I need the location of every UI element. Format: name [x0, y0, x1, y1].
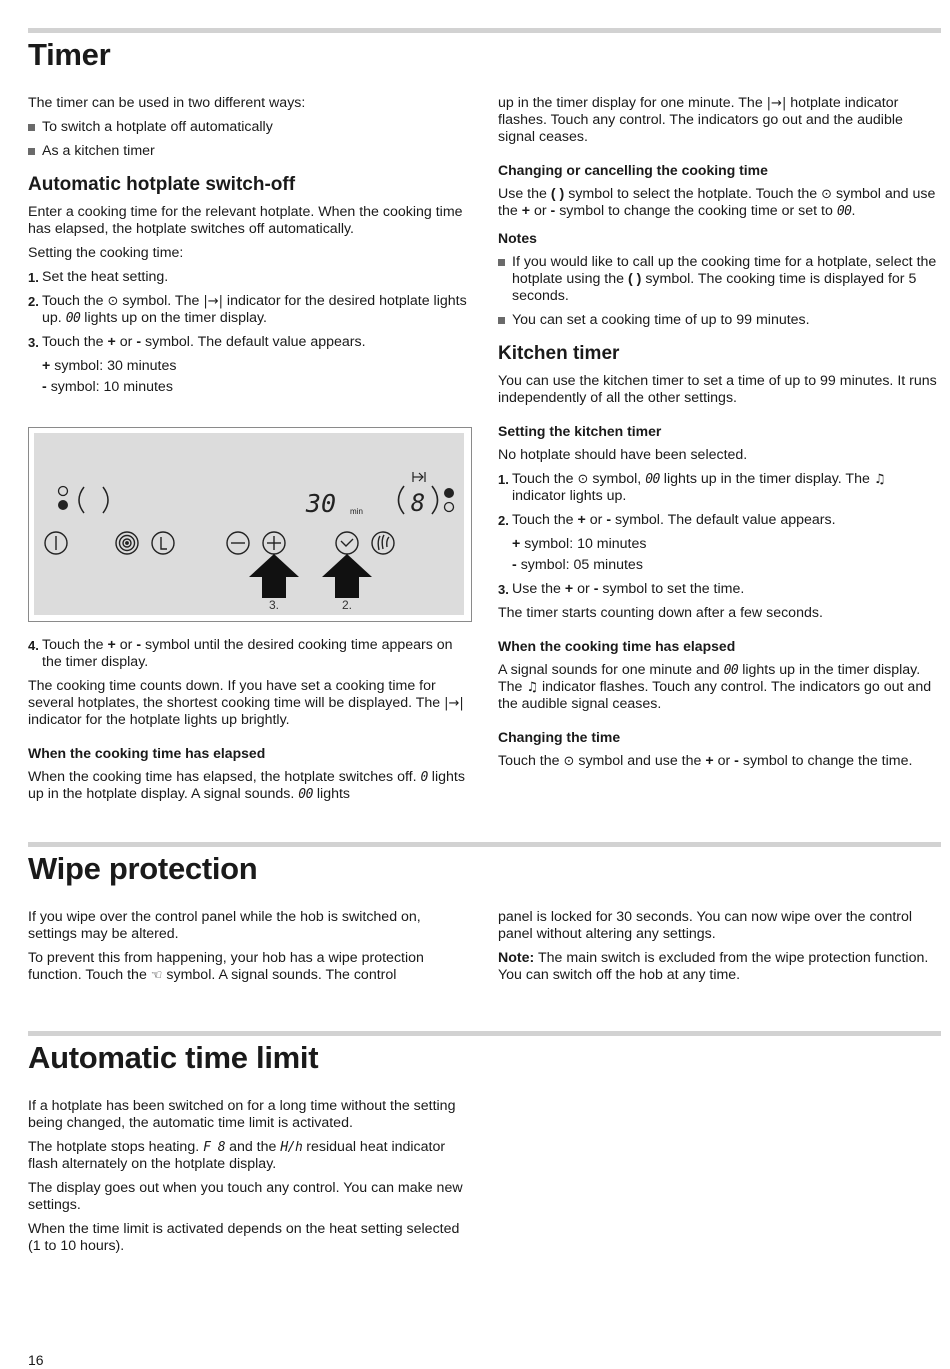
- kitchen-timer-intro: You can use the kitchen timer to set a time of up to 99 minutes. It runs independently of all the other settings.: [498, 373, 937, 406]
- page-number: 16: [28, 1352, 44, 1368]
- step-number: 2.: [498, 513, 509, 528]
- segment-display-00: 00: [65, 311, 81, 326]
- wipe-protection-icon[interactable]: [372, 532, 394, 554]
- callout-label-2: 2.: [341, 598, 353, 612]
- main-switch-icon[interactable]: [45, 532, 67, 554]
- step-3: 3. Use the + or - symbol to set the time.: [498, 581, 745, 597]
- plus-default: + symbol: 10 minutes: [512, 536, 647, 552]
- timer-clock-icon[interactable]: [336, 532, 358, 554]
- control-panel: [34, 433, 464, 615]
- notes-heading: Notes: [498, 230, 537, 246]
- timer-clock-icon: ⊙: [563, 754, 575, 769]
- hotplate-select-parens-icon: [79, 487, 108, 513]
- kitchen-timer-steps-continued: [498, 581, 941, 598]
- step-4: 4. Touch the + or - symbol until the desired cooking time appears on the timer display.: [28, 637, 453, 670]
- segment-display-00: 00: [298, 787, 313, 802]
- change-cancel-text: Use the ( ) symbol to select the hotplate. Touch the ⊙ symbol and use the + or - symbol to change the cooking time or set to 00.: [498, 186, 936, 219]
- time-limit-heading: Automatic time limit: [28, 1040, 319, 1075]
- timer-clock-icon: ⊙: [577, 472, 589, 487]
- timer-clock-icon: ⊙: [107, 294, 119, 309]
- step-number: 3.: [498, 582, 509, 597]
- callout-label-3: 3.: [268, 598, 280, 612]
- section-rule-timer: [28, 28, 941, 33]
- set-kitchen-timer-heading: Setting the kitchen timer: [498, 423, 662, 439]
- plus-default: + symbol: 30 minutes: [42, 358, 177, 374]
- section-rule-wipe: [28, 842, 941, 847]
- limit-p2: The hotplate stops heating. F 8 and the H/h residual heat indicator flash alternately on the hotplate display.: [28, 1139, 446, 1172]
- hotplate-indicator-icon: |→|: [444, 696, 464, 711]
- segment-display-f8: F 8: [203, 1140, 226, 1155]
- wipe-p1: If you wipe over the control panel while the hob is switched on, settings may be altered.: [28, 909, 421, 942]
- step-1: 1. Touch the ⊙ symbol, 00 lights up in the timer display. The ♫ indicator lights up.: [498, 471, 886, 504]
- hotplate-indicator-icon: |→|: [203, 294, 223, 309]
- timer-left-column-continued: [28, 637, 470, 810]
- setting-steps: [28, 269, 470, 351]
- setting-steps-continued: [28, 637, 470, 671]
- powerboost-icon[interactable]: [116, 532, 138, 554]
- plus-button-icon[interactable]: [263, 532, 285, 554]
- elapsed-text: When the cooking time has elapsed, the hotplate switches off. 0 lights up in the hotplate display. A signal sounds. 00 lights: [28, 769, 465, 802]
- bell-icon: ♫: [873, 472, 886, 487]
- step-number: 1.: [498, 472, 509, 487]
- plus-symbol: +: [107, 334, 116, 350]
- step-4-detail: The cooking time counts down. If you have set a cooking time for several hotplates, the shortest cooking time will be displayed. The |→| indicator for the hotplate lights up brightly.: [28, 678, 464, 728]
- list-item: As a kitchen timer: [28, 143, 470, 160]
- list-item: If you would like to call up the cooking time for a hotplate, select the hotplate using the ( ) symbol. The cooking time is displayed for 5 seconds.: [498, 254, 941, 305]
- parens-symbol: ( ): [550, 186, 565, 202]
- segment-display-0: 0: [420, 770, 428, 785]
- timer-display: 30: [305, 489, 336, 518]
- change-time-heading: Changing the time: [498, 729, 621, 745]
- callout-arrow-icon: [249, 554, 299, 598]
- segment-display-00: 00: [836, 204, 852, 219]
- auto-switch-off-intro: Enter a cooking time for the relevant hotplate. When the cooking time has elapsed, the hotplate switches off automatically.: [28, 204, 463, 237]
- timer-right-column: [498, 95, 941, 777]
- limit-p4: When the time limit is activated depends on the heat setting selected (1 to 10 hours).: [28, 1221, 460, 1254]
- elapsed-heading: When the cooking time has elapsed: [28, 745, 266, 761]
- change-cancel-heading: Changing or cancelling the cooking time: [498, 162, 768, 178]
- list-item: You can set a cooking time of up to 99 minutes.: [498, 312, 941, 329]
- segment-display-residual-heat: H/h: [280, 1140, 303, 1155]
- step-number: 4.: [28, 638, 39, 653]
- kitchen-timer-steps: [498, 471, 941, 529]
- hotplate-position-icon: [58, 487, 68, 511]
- step-3: 3. Touch the + or - symbol. The default value appears.: [28, 334, 366, 350]
- minus-default: - symbol: 05 minutes: [512, 557, 643, 573]
- wipe-note: Note: The main switch is excluded from the wipe protection function. You can switch off the hob at any time.: [498, 950, 929, 983]
- setting-label: Setting the cooking time:: [28, 245, 184, 261]
- step-number: 1.: [28, 270, 39, 285]
- minus-button-icon[interactable]: [227, 532, 249, 554]
- elapsed-continued: up in the timer display for one minute. The |→| hotplate indicator flashes. Touch any control. The indicators go out and the audible signal ceases.: [498, 95, 903, 145]
- timer-uses-list: [28, 119, 470, 160]
- hotplate-display: 8: [410, 489, 426, 517]
- timer-intro: The timer can be used in two different ways:: [28, 95, 306, 111]
- wipe-right-column: [498, 909, 941, 991]
- wipe-protection-icon: ☜: [150, 968, 163, 983]
- timer-left-column: [28, 95, 470, 400]
- bell-icon: ♫: [526, 680, 539, 695]
- auto-switch-off-heading: Automatic hotplate switch-off: [28, 174, 296, 195]
- countdown-note: The timer starts counting down after a few seconds.: [498, 605, 823, 621]
- no-hotplate-note: No hotplate should have been selected.: [498, 447, 748, 463]
- minus-default: - symbol: 10 minutes: [42, 379, 173, 395]
- childproof-lock-icon[interactable]: [152, 532, 174, 554]
- kt-elapsed-heading: When the cooking time has elapsed: [498, 638, 736, 654]
- hotplate-indicator-icon: [413, 472, 425, 482]
- step-number: 2.: [28, 294, 39, 309]
- change-time-text: Touch the ⊙ symbol and use the + or - symbol to change the time.: [498, 753, 913, 769]
- segment-display-00: 00: [723, 663, 739, 678]
- wipe-left-column: [28, 909, 470, 991]
- limit-p3: The display goes out when you touch any control. You can make new settings.: [28, 1180, 463, 1213]
- wipe-p2-continued: panel is locked for 30 seconds. You can now wipe over the control panel without altering any settings.: [498, 909, 913, 942]
- timer-heading: Timer: [28, 37, 111, 72]
- step-2: 2. Touch the ⊙ symbol. The |→| indicator for the desired hotplate lights up. 00 lights up on the timer display.: [28, 293, 467, 326]
- timer-clock-icon: ⊙: [821, 187, 833, 202]
- timer-unit: min: [350, 507, 363, 516]
- time-limit-column: [28, 1098, 470, 1262]
- step-2: 2. Touch the + or - symbol. The default value appears.: [498, 512, 836, 528]
- list-item: To switch a hotplate off automatically: [28, 119, 470, 136]
- kt-elapsed-text: A signal sounds for one minute and 00 lights up in the timer display. The ♫ indicator flashes. Touch any control. The indicators go out and the audible signal ceases.: [498, 662, 932, 712]
- control-panel-figure: [28, 427, 472, 622]
- hotplate-indicator-icon: |→|: [766, 96, 787, 111]
- segment-display-00: 00: [645, 472, 660, 487]
- control-panel-illustration: [34, 433, 464, 615]
- wipe-p2: To prevent this from happening, your hob has a wipe protection function. Touch the ☜ symbol. A signal sounds. The control: [28, 950, 424, 983]
- step-number: 3.: [28, 335, 39, 350]
- step-1: 1. Set the heat setting.: [28, 269, 169, 285]
- callout-arrow-icon: [322, 554, 372, 598]
- section-rule-limit: [28, 1031, 941, 1036]
- wipe-protection-heading: Wipe protection: [28, 851, 258, 886]
- notes-list: [498, 254, 941, 329]
- kitchen-timer-heading: Kitchen timer: [498, 343, 620, 364]
- hotplate-position-icon: [444, 488, 454, 512]
- minus-symbol: -: [136, 334, 142, 350]
- limit-p1: If a hotplate has been switched on for a long time without the setting being changed, the automatic time limit is activated.: [28, 1098, 456, 1131]
